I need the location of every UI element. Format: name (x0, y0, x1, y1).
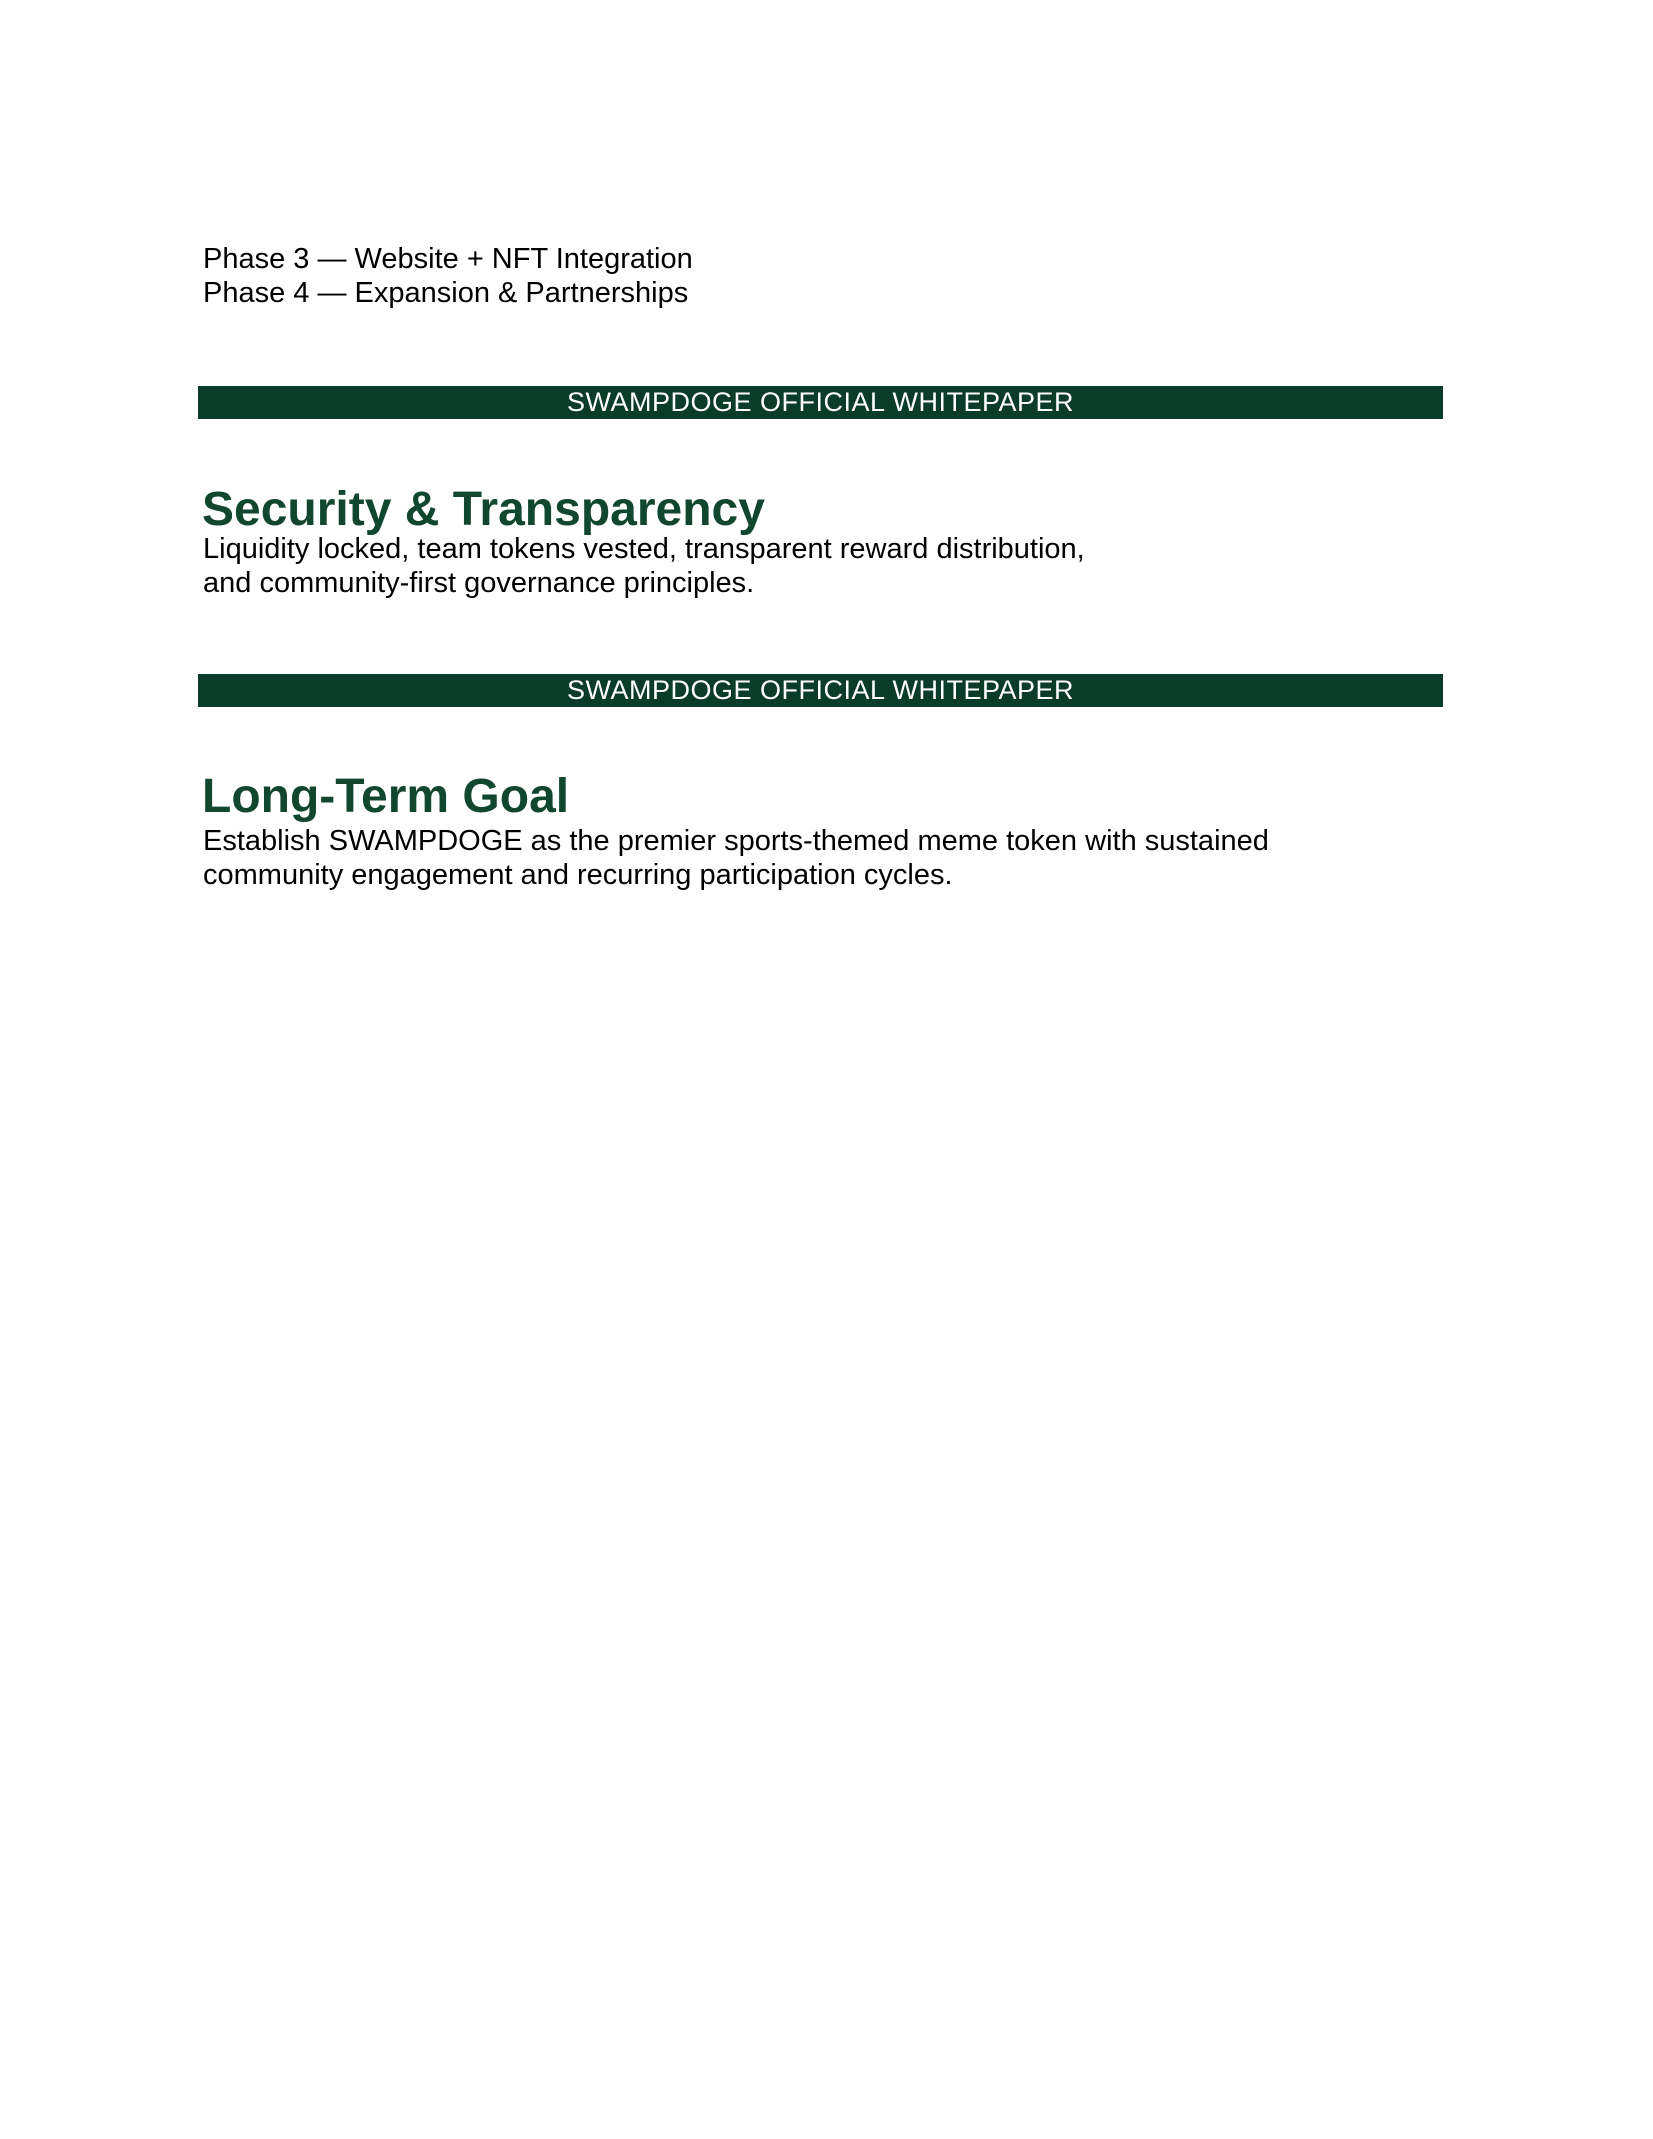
section-body-long-term-goal (203, 824, 1269, 892)
section-banner-long-term-goal (198, 674, 1443, 707)
roadmap-phase-3-line: Phase 3 — Website + NFT Integration (203, 243, 693, 275)
banner-title: SWAMPDOGE OFFICIAL WHITEPAPER (566, 675, 1075, 705)
roadmap-phase-list (203, 242, 693, 310)
body-line: community engagement and recurring participation cycles. (203, 859, 953, 891)
banner-title: SWAMPDOGE OFFICIAL WHITEPAPER (566, 387, 1075, 417)
section-heading-security-transparency: Security & Transparency (202, 483, 765, 537)
section-body-security-transparency (203, 532, 1085, 600)
roadmap-phase-4-line: Phase 4 — Expansion & Partnerships (203, 277, 689, 309)
section-heading-long-term-goal: Long-Term Goal (202, 770, 570, 824)
body-line: Establish SWAMPDOGE as the premier sports-themed meme token with sustained (203, 825, 1269, 857)
body-line: Liquidity locked, team tokens vested, transparent reward distribution, (203, 533, 1085, 565)
body-line: and community-first governance principles. (203, 567, 755, 599)
section-banner-security (198, 386, 1443, 419)
